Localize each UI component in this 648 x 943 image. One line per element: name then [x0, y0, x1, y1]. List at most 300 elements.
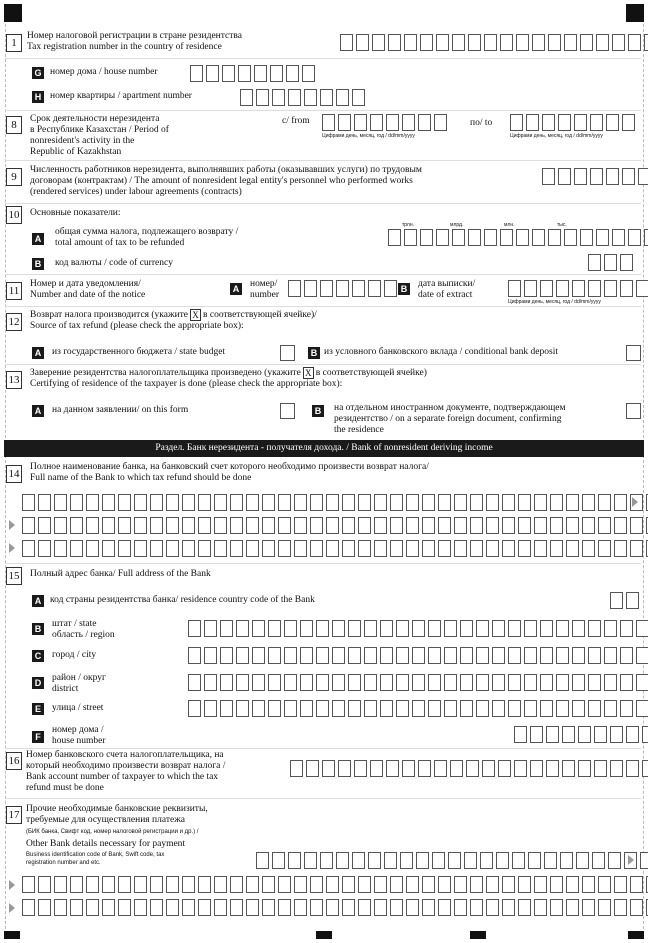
- char-cell[interactable]: [384, 280, 397, 297]
- char-cell[interactable]: [374, 899, 387, 916]
- char-cell[interactable]: [300, 620, 313, 637]
- char-cell[interactable]: [498, 760, 511, 777]
- char-cell[interactable]: [304, 280, 317, 297]
- char-cell[interactable]: [150, 494, 163, 511]
- char-cell[interactable]: [290, 760, 303, 777]
- char-cell[interactable]: [188, 700, 201, 717]
- char-cell[interactable]: [220, 674, 233, 691]
- char-cell[interactable]: [454, 540, 467, 557]
- char-cell[interactable]: [630, 517, 643, 534]
- char-cell[interactable]: [598, 876, 611, 893]
- char-cell[interactable]: [352, 280, 365, 297]
- char-cell[interactable]: [102, 899, 115, 916]
- state-region-cells[interactable]: [188, 620, 648, 637]
- char-cell[interactable]: [364, 700, 377, 717]
- char-cell[interactable]: [604, 700, 617, 717]
- char-cell[interactable]: [166, 494, 179, 511]
- char-cell[interactable]: [252, 700, 265, 717]
- char-cell[interactable]: [406, 899, 419, 916]
- char-cell[interactable]: [642, 760, 648, 777]
- char-cell[interactable]: [452, 34, 465, 51]
- total-tax-amount-cells[interactable]: [388, 229, 648, 246]
- char-cell[interactable]: [572, 674, 585, 691]
- char-cell[interactable]: [642, 726, 648, 743]
- char-cell[interactable]: [22, 540, 35, 557]
- char-cell[interactable]: [438, 540, 451, 557]
- char-cell[interactable]: [406, 876, 419, 893]
- char-cell[interactable]: [416, 852, 429, 869]
- char-cell[interactable]: [54, 899, 67, 916]
- char-cell[interactable]: [590, 168, 603, 185]
- char-cell[interactable]: [434, 760, 447, 777]
- char-cell[interactable]: [454, 876, 467, 893]
- char-cell[interactable]: [606, 168, 619, 185]
- char-cell[interactable]: [236, 620, 249, 637]
- char-cell[interactable]: [214, 494, 227, 511]
- char-cell[interactable]: [562, 726, 575, 743]
- char-cell[interactable]: [580, 34, 593, 51]
- char-cell[interactable]: [574, 168, 587, 185]
- char-cell[interactable]: [526, 114, 539, 131]
- char-cell[interactable]: [510, 114, 523, 131]
- char-cell[interactable]: [390, 517, 403, 534]
- char-cell[interactable]: [272, 852, 285, 869]
- char-cell[interactable]: [134, 540, 147, 557]
- char-cell[interactable]: [636, 700, 648, 717]
- char-cell[interactable]: [370, 114, 383, 131]
- char-cell[interactable]: [402, 114, 415, 131]
- char-cell[interactable]: [626, 760, 639, 777]
- char-cell[interactable]: [508, 700, 521, 717]
- char-cell[interactable]: [404, 229, 417, 246]
- char-cell[interactable]: [364, 674, 377, 691]
- char-cell[interactable]: [512, 852, 525, 869]
- char-cell[interactable]: [348, 674, 361, 691]
- char-cell[interactable]: [432, 852, 445, 869]
- char-cell[interactable]: [262, 494, 275, 511]
- char-cell[interactable]: [246, 517, 259, 534]
- char-cell[interactable]: [326, 876, 339, 893]
- char-cell[interactable]: [284, 620, 297, 637]
- char-cell[interactable]: [590, 114, 603, 131]
- char-cell[interactable]: [412, 700, 425, 717]
- char-cell[interactable]: [374, 517, 387, 534]
- char-cell[interactable]: [578, 760, 591, 777]
- char-cell[interactable]: [246, 540, 259, 557]
- char-cell[interactable]: [332, 674, 345, 691]
- char-cell[interactable]: [534, 540, 547, 557]
- char-cell[interactable]: [476, 647, 489, 664]
- char-cell[interactable]: [596, 34, 609, 51]
- char-cell[interactable]: [604, 280, 617, 297]
- char-cell[interactable]: [572, 280, 585, 297]
- char-cell[interactable]: [460, 700, 473, 717]
- tax-registration-number-cells[interactable]: [340, 34, 648, 51]
- separate-document-checkbox[interactable]: [626, 403, 641, 419]
- char-cell[interactable]: [204, 700, 217, 717]
- char-cell[interactable]: [612, 34, 625, 51]
- char-cell[interactable]: [566, 540, 579, 557]
- district-cells[interactable]: [188, 674, 648, 691]
- char-cell[interactable]: [338, 760, 351, 777]
- char-cell[interactable]: [470, 899, 483, 916]
- char-cell[interactable]: [268, 647, 281, 664]
- char-cell[interactable]: [438, 876, 451, 893]
- char-cell[interactable]: [484, 34, 497, 51]
- char-cell[interactable]: [404, 34, 417, 51]
- char-cell[interactable]: [524, 647, 537, 664]
- char-cell[interactable]: [556, 647, 569, 664]
- char-cell[interactable]: [238, 65, 251, 82]
- char-cell[interactable]: [332, 620, 345, 637]
- char-cell[interactable]: [294, 899, 307, 916]
- char-cell[interactable]: [540, 674, 553, 691]
- char-cell[interactable]: [550, 876, 563, 893]
- char-cell[interactable]: [166, 517, 179, 534]
- char-cell[interactable]: [406, 517, 419, 534]
- char-cell[interactable]: [134, 876, 147, 893]
- char-cell[interactable]: [310, 540, 323, 557]
- extract-date-cells[interactable]: [508, 280, 648, 297]
- char-cell[interactable]: [548, 34, 561, 51]
- char-cell[interactable]: [610, 760, 623, 777]
- char-cell[interactable]: [332, 647, 345, 664]
- char-cell[interactable]: [262, 899, 275, 916]
- char-cell[interactable]: [438, 899, 451, 916]
- char-cell[interactable]: [438, 494, 451, 511]
- char-cell[interactable]: [630, 876, 643, 893]
- char-cell[interactable]: [272, 89, 285, 106]
- char-cell[interactable]: [86, 876, 99, 893]
- char-cell[interactable]: [252, 674, 265, 691]
- char-cell[interactable]: [470, 540, 483, 557]
- char-cell[interactable]: [628, 34, 641, 51]
- char-cell[interactable]: [22, 876, 35, 893]
- char-cell[interactable]: [38, 899, 51, 916]
- house-number-cells[interactable]: [190, 65, 318, 82]
- char-cell[interactable]: [534, 517, 547, 534]
- char-cell[interactable]: [596, 229, 609, 246]
- char-cell[interactable]: [514, 726, 527, 743]
- char-cell[interactable]: [166, 540, 179, 557]
- char-cell[interactable]: [514, 760, 527, 777]
- bank-name-cells-row-2[interactable]: [22, 517, 648, 534]
- char-cell[interactable]: [288, 852, 301, 869]
- char-cell[interactable]: [546, 726, 559, 743]
- char-cell[interactable]: [134, 517, 147, 534]
- char-cell[interactable]: [636, 647, 648, 664]
- char-cell[interactable]: [336, 89, 349, 106]
- char-cell[interactable]: [556, 620, 569, 637]
- char-cell[interactable]: [182, 899, 195, 916]
- char-cell[interactable]: [502, 876, 515, 893]
- char-cell[interactable]: [294, 517, 307, 534]
- char-cell[interactable]: [556, 280, 569, 297]
- char-cell[interactable]: [588, 280, 601, 297]
- char-cell[interactable]: [486, 899, 499, 916]
- char-cell[interactable]: [518, 494, 531, 511]
- char-cell[interactable]: [230, 540, 243, 557]
- char-cell[interactable]: [594, 726, 607, 743]
- char-cell[interactable]: [310, 494, 323, 511]
- char-cell[interactable]: [166, 899, 179, 916]
- char-cell[interactable]: [240, 89, 253, 106]
- char-cell[interactable]: [288, 89, 301, 106]
- char-cell[interactable]: [384, 852, 397, 869]
- char-cell[interactable]: [220, 700, 233, 717]
- char-cell[interactable]: [54, 517, 67, 534]
- on-this-form-checkbox[interactable]: [280, 403, 295, 419]
- char-cell[interactable]: [102, 876, 115, 893]
- char-cell[interactable]: [214, 540, 227, 557]
- char-cell[interactable]: [358, 494, 371, 511]
- char-cell[interactable]: [454, 494, 467, 511]
- char-cell[interactable]: [386, 114, 399, 131]
- char-cell[interactable]: [230, 494, 243, 511]
- char-cell[interactable]: [54, 540, 67, 557]
- char-cell[interactable]: [508, 647, 521, 664]
- char-cell[interactable]: [614, 876, 627, 893]
- char-cell[interactable]: [54, 876, 67, 893]
- char-cell[interactable]: [418, 114, 431, 131]
- char-cell[interactable]: [342, 540, 355, 557]
- char-cell[interactable]: [246, 876, 259, 893]
- char-cell[interactable]: [620, 280, 633, 297]
- char-cell[interactable]: [374, 494, 387, 511]
- char-cell[interactable]: [396, 647, 409, 664]
- char-cell[interactable]: [566, 876, 579, 893]
- char-cell[interactable]: [150, 540, 163, 557]
- char-cell[interactable]: [502, 899, 515, 916]
- char-cell[interactable]: [268, 674, 281, 691]
- char-cell[interactable]: [374, 876, 387, 893]
- bank-name-cells-row-1[interactable]: [22, 494, 648, 511]
- char-cell[interactable]: [614, 540, 627, 557]
- char-cell[interactable]: [358, 540, 371, 557]
- char-cell[interactable]: [102, 517, 115, 534]
- char-cell[interactable]: [436, 34, 449, 51]
- char-cell[interactable]: [396, 620, 409, 637]
- char-cell[interactable]: [580, 229, 593, 246]
- char-cell[interactable]: [368, 280, 381, 297]
- char-cell[interactable]: [262, 876, 275, 893]
- char-cell[interactable]: [246, 899, 259, 916]
- char-cell[interactable]: [406, 540, 419, 557]
- char-cell[interactable]: [636, 280, 648, 297]
- char-cell[interactable]: [102, 540, 115, 557]
- char-cell[interactable]: [342, 876, 355, 893]
- char-cell[interactable]: [470, 517, 483, 534]
- char-cell[interactable]: [322, 114, 335, 131]
- char-cell[interactable]: [564, 229, 577, 246]
- char-cell[interactable]: [336, 852, 349, 869]
- char-cell[interactable]: [198, 899, 211, 916]
- char-cell[interactable]: [638, 168, 648, 185]
- char-cell[interactable]: [204, 620, 217, 637]
- char-cell[interactable]: [550, 540, 563, 557]
- char-cell[interactable]: [438, 517, 451, 534]
- char-cell[interactable]: [188, 647, 201, 664]
- char-cell[interactable]: [390, 899, 403, 916]
- char-cell[interactable]: [340, 34, 353, 51]
- char-cell[interactable]: [418, 760, 431, 777]
- char-cell[interactable]: [434, 114, 447, 131]
- char-cell[interactable]: [480, 852, 493, 869]
- char-cell[interactable]: [22, 494, 35, 511]
- char-cell[interactable]: [214, 899, 227, 916]
- char-cell[interactable]: [464, 852, 477, 869]
- char-cell[interactable]: [572, 647, 585, 664]
- char-cell[interactable]: [372, 34, 385, 51]
- char-cell[interactable]: [620, 674, 633, 691]
- char-cell[interactable]: [566, 517, 579, 534]
- char-cell[interactable]: [486, 876, 499, 893]
- char-cell[interactable]: [70, 540, 83, 557]
- city-cells[interactable]: [188, 647, 648, 664]
- char-cell[interactable]: [316, 674, 329, 691]
- char-cell[interactable]: [598, 899, 611, 916]
- char-cell[interactable]: [588, 254, 601, 271]
- char-cell[interactable]: [118, 494, 131, 511]
- char-cell[interactable]: [270, 65, 283, 82]
- char-cell[interactable]: [182, 876, 195, 893]
- char-cell[interactable]: [630, 540, 643, 557]
- char-cell[interactable]: [236, 700, 249, 717]
- char-cell[interactable]: [436, 229, 449, 246]
- char-cell[interactable]: [348, 620, 361, 637]
- char-cell[interactable]: [620, 620, 633, 637]
- char-cell[interactable]: [542, 114, 555, 131]
- char-cell[interactable]: [626, 726, 639, 743]
- char-cell[interactable]: [198, 876, 211, 893]
- char-cell[interactable]: [500, 34, 513, 51]
- char-cell[interactable]: [300, 674, 313, 691]
- char-cell[interactable]: [262, 517, 275, 534]
- char-cell[interactable]: [534, 876, 547, 893]
- char-cell[interactable]: [470, 494, 483, 511]
- char-cell[interactable]: [188, 620, 201, 637]
- char-cell[interactable]: [188, 674, 201, 691]
- char-cell[interactable]: [422, 494, 435, 511]
- char-cell[interactable]: [38, 517, 51, 534]
- char-cell[interactable]: [492, 620, 505, 637]
- char-cell[interactable]: [606, 114, 619, 131]
- char-cell[interactable]: [284, 700, 297, 717]
- char-cell[interactable]: [640, 852, 648, 869]
- char-cell[interactable]: [310, 876, 323, 893]
- char-cell[interactable]: [558, 114, 571, 131]
- char-cell[interactable]: [612, 229, 625, 246]
- char-cell[interactable]: [556, 674, 569, 691]
- char-cell[interactable]: [400, 852, 413, 869]
- char-cell[interactable]: [348, 647, 361, 664]
- char-cell[interactable]: [524, 280, 537, 297]
- char-cell[interactable]: [582, 876, 595, 893]
- char-cell[interactable]: [390, 540, 403, 557]
- char-cell[interactable]: [588, 700, 601, 717]
- char-cell[interactable]: [182, 494, 195, 511]
- char-cell[interactable]: [636, 674, 648, 691]
- char-cell[interactable]: [390, 494, 403, 511]
- char-cell[interactable]: [550, 517, 563, 534]
- char-cell[interactable]: [422, 876, 435, 893]
- char-cell[interactable]: [230, 899, 243, 916]
- char-cell[interactable]: [620, 700, 633, 717]
- char-cell[interactable]: [356, 34, 369, 51]
- conditional-deposit-checkbox[interactable]: [626, 345, 641, 361]
- char-cell[interactable]: [396, 674, 409, 691]
- char-cell[interactable]: [326, 899, 339, 916]
- char-cell[interactable]: [134, 494, 147, 511]
- char-cell[interactable]: [582, 540, 595, 557]
- char-cell[interactable]: [262, 540, 275, 557]
- char-cell[interactable]: [70, 494, 83, 511]
- char-cell[interactable]: [636, 620, 648, 637]
- char-cell[interactable]: [342, 899, 355, 916]
- char-cell[interactable]: [486, 540, 499, 557]
- char-cell[interactable]: [412, 620, 425, 637]
- char-cell[interactable]: [544, 852, 557, 869]
- char-cell[interactable]: [534, 899, 547, 916]
- char-cell[interactable]: [288, 280, 301, 297]
- char-cell[interactable]: [380, 674, 393, 691]
- char-cell[interactable]: [564, 34, 577, 51]
- char-cell[interactable]: [622, 168, 635, 185]
- char-cell[interactable]: [614, 899, 627, 916]
- char-cell[interactable]: [468, 34, 481, 51]
- char-cell[interactable]: [422, 899, 435, 916]
- char-cell[interactable]: [252, 620, 265, 637]
- char-cell[interactable]: [150, 899, 163, 916]
- char-cell[interactable]: [466, 760, 479, 777]
- char-cell[interactable]: [236, 647, 249, 664]
- char-cell[interactable]: [390, 876, 403, 893]
- char-cell[interactable]: [508, 280, 521, 297]
- char-cell[interactable]: [402, 760, 415, 777]
- char-cell[interactable]: [608, 852, 621, 869]
- state-budget-checkbox[interactable]: [280, 345, 295, 361]
- char-cell[interactable]: [294, 540, 307, 557]
- char-cell[interactable]: [500, 229, 513, 246]
- char-cell[interactable]: [556, 700, 569, 717]
- char-cell[interactable]: [134, 899, 147, 916]
- char-cell[interactable]: [358, 899, 371, 916]
- other-details-cells-row-3[interactable]: [22, 899, 648, 916]
- char-cell[interactable]: [310, 517, 323, 534]
- char-cell[interactable]: [578, 726, 591, 743]
- char-cell[interactable]: [300, 700, 313, 717]
- char-cell[interactable]: [574, 114, 587, 131]
- char-cell[interactable]: [582, 517, 595, 534]
- char-cell[interactable]: [566, 494, 579, 511]
- char-cell[interactable]: [594, 760, 607, 777]
- char-cell[interactable]: [348, 700, 361, 717]
- char-cell[interactable]: [412, 674, 425, 691]
- char-cell[interactable]: [604, 620, 617, 637]
- char-cell[interactable]: [278, 517, 291, 534]
- char-cell[interactable]: [306, 760, 319, 777]
- char-cell[interactable]: [278, 494, 291, 511]
- char-cell[interactable]: [358, 517, 371, 534]
- char-cell[interactable]: [516, 34, 529, 51]
- char-cell[interactable]: [626, 592, 639, 609]
- char-cell[interactable]: [598, 494, 611, 511]
- char-cell[interactable]: [38, 876, 51, 893]
- char-cell[interactable]: [428, 700, 441, 717]
- char-cell[interactable]: [320, 852, 333, 869]
- char-cell[interactable]: [588, 674, 601, 691]
- char-cell[interactable]: [358, 876, 371, 893]
